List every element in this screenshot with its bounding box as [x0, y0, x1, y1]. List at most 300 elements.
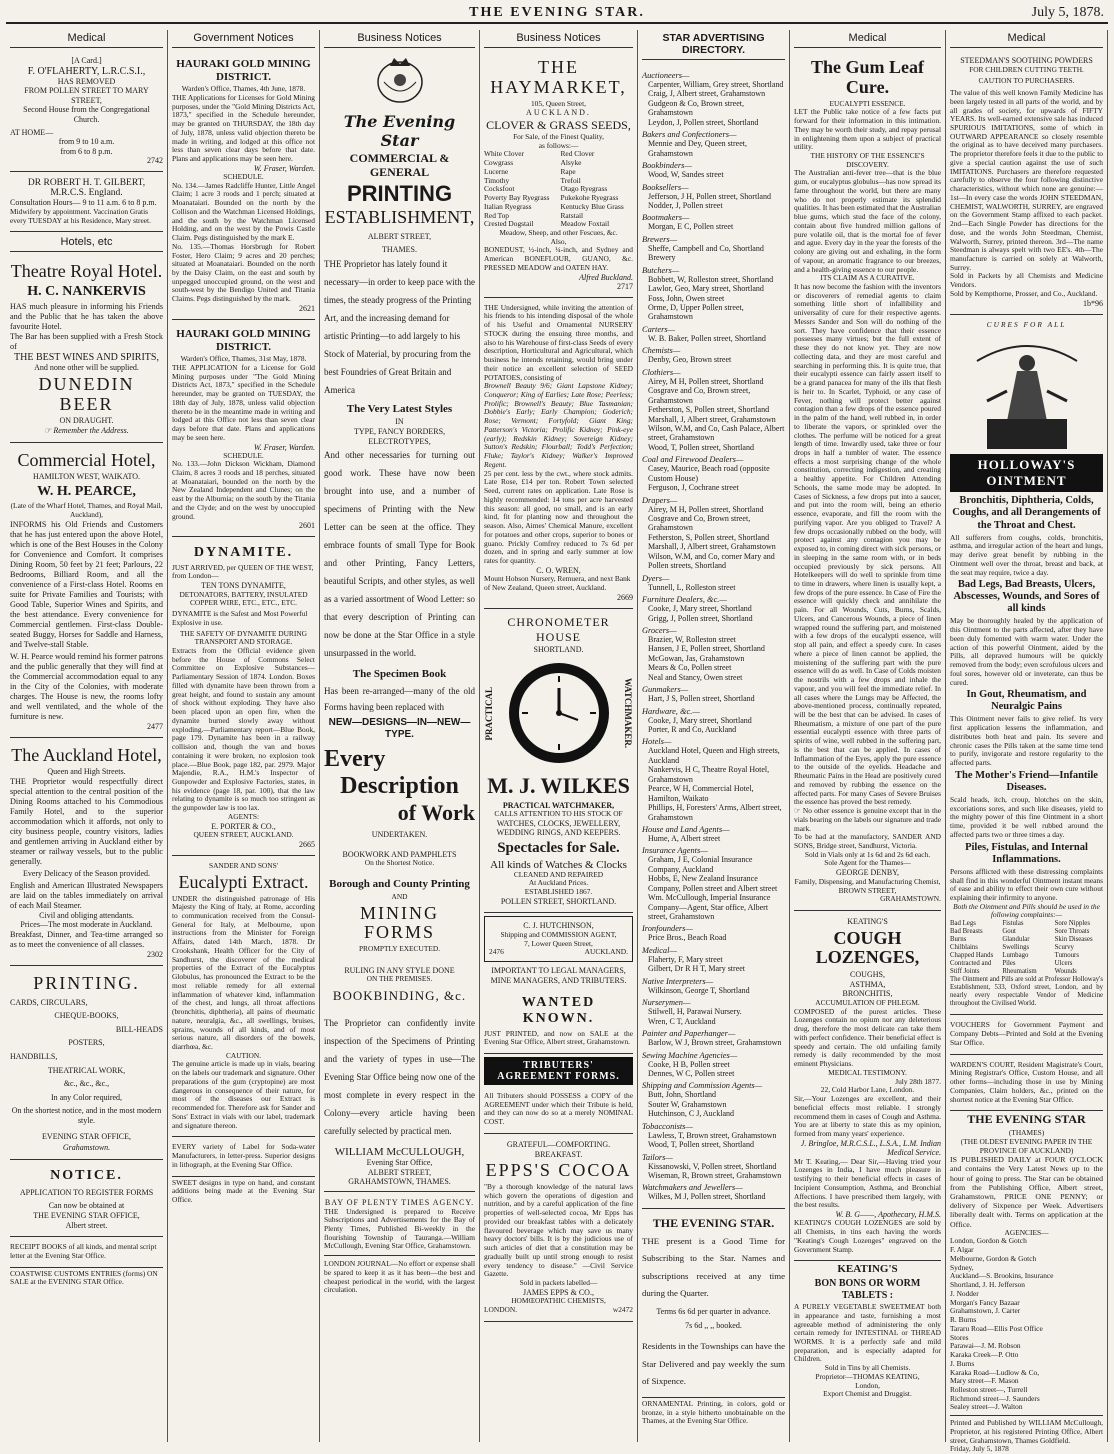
ad-number: 2476 — [489, 947, 504, 957]
ad-line: At Auckland Prices. — [528, 878, 589, 888]
ad-subtitle: The Mother's Friend—Infantile Diseases. — [955, 769, 1098, 793]
ad-number: 2621 — [299, 303, 315, 313]
directory-category: Tobacconists— — [642, 1121, 693, 1131]
ad-line: LONDON. — [484, 1305, 518, 1315]
ad-line: WATCHES, CLOCKS, JEWELLERY, WEDDING RINGS, AND KEEPERS. — [496, 818, 621, 838]
complaint-item: Rheumatism — [1002, 968, 1037, 976]
directory-entry: Hume, A, Albert street — [648, 833, 721, 843]
schedule-title: SCHEDULE. — [223, 450, 264, 460]
agent-item: Auckland—S. Brookins, Insurance — [950, 1271, 1054, 1281]
printing-line: CHEQUE-BOOKS, — [54, 1011, 119, 1021]
directory-entry: Nodder, J, Pollen street — [648, 200, 723, 210]
agent-item: Sydney, — [950, 1262, 974, 1272]
ad-number: 2669 — [617, 592, 633, 602]
newspaper-title: THE EVENING STAR. — [469, 5, 645, 20]
complaints-table — [950, 920, 1103, 976]
ad-line: Also, — [550, 236, 567, 246]
ad-commercial-hotel — [10, 445, 163, 738]
directory-entry: Brazier, W, Rolleston street — [648, 634, 736, 644]
type-line: TYPE, FANCY BORDERS, — [353, 427, 446, 436]
card-hours: from 6 to 8 p.m. — [60, 146, 113, 156]
ad-body: Sold by Kempthorne, Prosser, and Co., Auckland. — [950, 288, 1098, 298]
directory-entry: Fetherston, S, Pollen street, Shortland — [648, 405, 770, 415]
directory-entry: Orme, D, Upper Pollen street, Grahamstown — [648, 303, 744, 322]
ad-title: Eucalypti Extract. — [178, 871, 309, 892]
ad-hutchinson — [484, 916, 633, 962]
directory-category: House and Land Agents— — [642, 824, 730, 834]
directory-entry: Auckland Hotel, Queen and High streets, Auckland — [648, 746, 780, 765]
ad-body: The Bar has been supplied with a Fresh Stock of — [10, 332, 163, 352]
complaint-item: Chilblains — [950, 944, 978, 952]
column-directory — [638, 30, 790, 1442]
ad-line: AUCKLAND. — [526, 108, 591, 118]
seed-item: Poverty Bay Ryegrass — [484, 193, 550, 203]
ad-line: Sold in Tins by all Chemists. — [824, 1363, 911, 1373]
directory-entry: Lawlor, Geo, Mary street, Shortland — [648, 284, 764, 294]
directory-entry: Neal and Stancy, Owen street — [648, 672, 743, 682]
directory-entry: Airey, M H, Pollen street, Shortland — [648, 376, 764, 386]
directory-category: Watchmakers and Jewellers— — [642, 1183, 743, 1193]
intro-text: THE Proprietor has lately found it necessary—in order to keep pace with the times, the steady progress of the Printing Art, and the increasing demand for artistic Printing—to add largely to his Stock of Material, by procuring from the best Foundries of Great Britain and America — [324, 258, 475, 395]
ad-body: INFORMS his Old Friends and Customers that he has just entered upon the above Hotel, which is one of the Best Houses in the Colony for Convenience and Comfort. It comprises Dining Room, 50 feet by 21 feet; Parlours, 22 Bedrooms, Billiard Room, and all the convenience of a First-class Hotel. Rooms en suite for Private Families and Tourists; with Good Table, Superior Wines and Spirits, and the best attendance. Every convenience for Commercial gentlemen. First-class Double-seated Buggy, Horses for Saddle and Harness, and Twelve-stall Stable. — [10, 519, 163, 649]
notice-hauraki-1 — [172, 52, 315, 320]
ad-line: DUNEDIN BEER — [38, 373, 135, 414]
notice-title: HAURAKI GOLD MINING DISTRICT. — [176, 327, 311, 353]
ad-body: Mr T. Keating,— Dear Sir,—Having tried your Lozenges in India, I have much pleasure in testifying to their beneficial effects in cases of Incipient Consumption, Asthma, and Bronchial Affections. I have prescribed them largely, with the best results. — [794, 1156, 941, 1210]
ad-printing — [10, 968, 163, 1160]
seed-item: Trefoil — [560, 175, 581, 185]
directory-entry: McGowan, Jas, Grahamstown — [648, 653, 745, 663]
royal-seal-icon — [370, 52, 430, 108]
directory-entry: Price Bros., Beach Road — [648, 933, 727, 943]
ad-gum-leaf-cure — [794, 52, 941, 911]
directory-category: Hardware, &c.— — [642, 706, 700, 716]
seed-list-right — [561, 150, 634, 229]
ad-number: 2717 — [617, 281, 633, 291]
printing-line: &c., &c., &c., — [63, 1079, 110, 1089]
column-header: Medical — [950, 30, 1103, 48]
ad-body: The Australian anti-fever tree—that is the blue gum, or eucalyptus globulus—has now spread its fame throughout the world, but there are many who do not properly estimate its splendid qualities. It has been estimated that the Australian blue gums, which stud the face of the colony, contain about five hundred million gallons of pure volatile oil, that is the mortal foe of fever and ague. Every day in the year the forests of the colony are giving out and exhaling, in the form of vapour, an aromatic fragrance to our breezes, and a health-giving essence to our people. — [794, 168, 941, 274]
ad-line: July 28th 1877. — [895, 1076, 941, 1086]
ad-body: The value of this well known Family Medicine has been largely tested in all parts of the world, and by all grades of society, for upwards of FIFTY YEARS. Its well-earned extensive sale has induced SPURIOUS IMITATIONS, some of which in OUTWARD APPEARANCE so closely resemble the original as to have deceived many purchasers. The proprietor therefore feels it due to the public to give a special caution against the use of such IMITATIONS. Purchasers are therefore requested carefully to observe the four following distinctive characteristics, without which none are genuine:— 1st—In every case the words JOHN STEEDMAN, CHEMIST, WALWORTH, SURREY, are engraved on the Government Stamp affixed to each packet. 2nd—Each Single Powder has directions for the dose, and the words John Steedman, Chemist, Walworth, Surrey, printed thereon. 3rd—The name Steedman is always spelt with two EE's. 4th—The manufacture is carried on solely at Walworth, Surrey. — [950, 88, 1103, 272]
ad-line: Prices—The most moderate in Auckland. — [20, 920, 153, 930]
ad-subtitle: Piles, Fistulas, and Internal Inflammations. — [965, 841, 1088, 865]
specimen-book: The Specimen Book — [352, 668, 447, 681]
agent-item: J. Nodder — [950, 1288, 979, 1298]
complaint-item: Sore Throats — [1054, 928, 1090, 936]
ad-title: EPPS'S COCOA — [485, 1160, 632, 1181]
directory-category: Shipping and Commission Agents— — [642, 1081, 763, 1091]
ad-wardens-court: WARDEN'S COURT, Resident Magistrate's Court, Mining Registrar's Office, Custom House, and all other forms—including those in use by Mining Companies, Claim holders, &c., printed on the shortest notice at the Evening Star Office. — [950, 1057, 1103, 1112]
directory-entry: Jefferson, J H, Pollen street, Shortland — [648, 191, 771, 201]
ad-body: W. H. Pearce would remind his former patrons and the public generally that they will find at the Commercial accommodation equal to any in the City of the Colonies, with moderate charges. The House is new, the rooms lofty and well ventilated, and the whole of the furniture is new. — [10, 651, 163, 721]
ad-receipt-books: RECEIPT BOOKS of all kinds, and mental script letter at the Evening Star Office. — [10, 1239, 163, 1267]
vertical-label: PRACTICAL — [484, 686, 494, 741]
ad-body: THE Proprietor would respectfully direct special attention to the central position of the Dining Rooms attached to his Commodious Family Hotel, and to the superior accommodation which it affords, not only to city business people, country visitors, ladies and gentlemen arriving in Auckland either by steamer or railway vessels, but to the public generally. — [10, 777, 163, 867]
card-gilbert — [10, 174, 163, 232]
directory-entry: Pearce, W H, Commercial Hotel, Hamilton, Waikato — [648, 784, 754, 803]
directory-entry: Wilson, W.M, and Co, corner Mary and Pollen streets, Shortland — [648, 551, 775, 571]
ad-footer — [489, 948, 628, 957]
directory-entry: Cosgrave and Co, Brown street, Grahamstown — [648, 514, 751, 533]
ad-line: as follows:— — [538, 140, 579, 150]
shortest: On the Shortest Notice. — [364, 858, 435, 868]
ad-title: C. J. HUTCHINSON, — [523, 921, 594, 931]
seed-item: Pukekohe Ryegrass — [560, 193, 619, 203]
card-line: Second House from the Congregational Church. — [23, 105, 150, 124]
promptly: PROMPTLY EXECUTED. — [358, 944, 441, 954]
ad-line: Meadow, Sheep, and other Fescues, &c. — [499, 228, 618, 237]
directory-category: Carters— — [642, 324, 676, 334]
printing-title: PRINTING — [346, 180, 453, 206]
ad-line: Can now be obtained at — [48, 1201, 125, 1211]
ad-body: All sufferers from coughs, colds, bronchitis, asthma, and irregular action of the heart and lungs, may derive great benefit by rubbing in the Ointment well over the throat, breast and back, at the seat may require, twice a day. — [950, 532, 1103, 577]
establishment: ESTABLISHMENT, — [324, 206, 475, 227]
directory-entry: Bobbett, W, Rolleston street, Shortland — [648, 274, 774, 284]
ad-line: (THE OLDEST EVENING PAPER IN THE PROVINCE OF AUCKLAND) — [960, 1136, 1093, 1155]
card-oflaherty — [10, 52, 163, 172]
column-header: Business Notices — [324, 30, 475, 48]
seed-item: Italian Ryegrass — [484, 201, 532, 211]
watchmaker-name: M. J. WILKES — [487, 773, 630, 799]
agents-list — [950, 1237, 1103, 1412]
ad-location: HAMILTON WEST, WAIKATO. — [33, 472, 140, 482]
ad-body: LET the Public take notice of a few facts put forward for their information in this intimation. They may be worth their study, and repay perusal in enlightening them upon a subject of practical utility. — [794, 107, 941, 152]
ad-line: Every Delicacy of the Season provided. — [22, 869, 151, 879]
undertaken: UNDERTAKEN. — [371, 830, 428, 840]
ad-body: BONEDUST, ½-inch, ¼-inch, and Sydney and American BONEFLOUR, GUANO, &c. PRESSED MEADOW and OATEN HAY. — [484, 245, 633, 272]
card-name: F. O'FLAHERTY, L.R.C.S.I., — [27, 65, 146, 77]
column-medical-2 — [790, 30, 946, 1442]
ad-title: THE EVENING STAR — [967, 1112, 1086, 1127]
directory-category: Bootmakers— — [642, 213, 690, 223]
ad-line: CALLS ATTENTION TO HIS STOCK OF — [494, 809, 623, 819]
complaint-item: Burns — [950, 936, 967, 944]
ad-signature: Alfred Buckland. — [579, 272, 633, 282]
directory-entry: Porter, R and Co, Auckland — [648, 725, 737, 734]
ad-line: (THAMES) — [1008, 1128, 1045, 1138]
column-medical-3 — [946, 30, 1108, 1454]
ad-line: JUST ARRIVED, per QUEEN OF THE WEST, from London— — [172, 562, 314, 581]
directory-category: Dyers— — [642, 573, 670, 583]
directory-category: Chemists— — [642, 346, 681, 356]
schedule-item: No. 134.—James Radcliffe Hunter, Little Angel Claim; 1 acre 3 roods and 1 perch; situated at Moanataiari. Bounded on the north by the Collison and the Watchman Licensed Holdings, and the south by the Watchman Licensed Holding, and on the west by the Powis Castle Claim. Pegs distinguished by the mark E. — [172, 180, 315, 243]
ad-line: DETONATORS, BATTERY, INSULATED COPPER WIRE, ETC., ETC., ETC. — [179, 589, 308, 608]
directory-entry: Wilkes, M J, Pollen street, Shortland — [648, 1192, 766, 1202]
ad-subtitle: MEDICAL TESTIMONY. — [828, 1067, 907, 1077]
every: Every — [324, 746, 386, 773]
ad-line: ASTHMA, — [849, 979, 886, 989]
ad-vouchers: VOUCHERS for Government Payment and Company Debts—Printed and Sold at the Evening Star Office. — [950, 1017, 1103, 1054]
agent-item: R. Burns — [950, 1315, 977, 1325]
ad-signature: J. Bringloe, M.R.C.S.L., L.S.A., L.M. Indian Medical Service. — [800, 1138, 941, 1158]
clock-block — [484, 654, 633, 772]
ad-body: Persons afflicted with these distressing complaints shall find in this wonderful Ointment instant means of ease and ability to effect their own cure without explaining their infirmity to anyone. — [950, 866, 1103, 902]
ad-line: GRAHAMSTOWN. — [880, 894, 941, 904]
ad-line: Proprietor—THOMAS KEATING, — [815, 1371, 920, 1381]
directory-entry: Ferguson, J, Cochrane street — [648, 483, 739, 493]
complaints-col — [1055, 920, 1103, 976]
ad-line: London, — [855, 1380, 880, 1390]
ad-labels: EVERY variety of Label for Soda-water Manufacturers, in letter-press. Superior designs in lithograph, at the Evening Star Office. — [172, 1139, 315, 1176]
ad-line: BRONCHITIS, — [842, 989, 893, 999]
ad-line: COUGHS, — [850, 970, 885, 980]
directory-category: Furniture Dealers, &c.— — [642, 595, 727, 605]
bop-title: BAY OF PLENTY TIMES AGENCY. — [324, 1197, 475, 1207]
ad-line: (Late of the Wharf Hotel, Thames, and Royal Mail, Auckland), — [10, 501, 163, 519]
thames: THAMES. — [382, 245, 417, 255]
body-text: And other necessaries for turning out good work. These have now been brought into use, and a number of specimens of Printing with the New Letter can be seen at the office. They embrace founts of small Type for Book and other Printing, Fancy Letters, beautiful Scripts, and other styles, as well as a varied assortment of Wood Letter: so that every description of Printing can now be done at the Star Office in a style unsurpassed in the world. — [324, 450, 475, 659]
notice-hauraki-2 — [172, 322, 315, 538]
ad-body: Breakfast, Dinner, and Tea-time arranged so as to meet the convenience of all classes. — [10, 929, 163, 949]
ad-line: GEORGE DENBY, — [836, 868, 899, 878]
directory-category: Sewing Machine Agencies— — [642, 1050, 738, 1060]
ad-title: The Auckland Hotel, — [11, 744, 162, 765]
star-office: Evening Star Office, — [366, 1158, 433, 1168]
ad-body: JUST PRINTED, and now on SALE at the Evening Star Office, Albert street, Grahamstown. — [484, 1028, 633, 1047]
ad-title: COUGH LOZENGES, — [815, 927, 920, 968]
complaint-item: Contracted and Stiff Joints — [950, 960, 992, 976]
london-journal: LONDON JOURNAL—No effort or expense shall be spared to keep it as it has been—the best and cheapest periodical in the world, with the largest circulation. — [324, 1259, 475, 1295]
complaint-item: Chapped Hands — [950, 952, 994, 960]
seed-item: Lucerne — [484, 166, 509, 176]
ad-auckland-hotel — [10, 740, 163, 966]
mining-forms: MINING FORMS — [360, 902, 439, 943]
ad-line: CAUTION. — [225, 1050, 262, 1060]
ad-body: THE Undersigned, while inviting the attention of his friends to his intending disposal of the whole of his Useful and Ornamental NURSERY STOCK during the ensuing three months, and also to his Warehouse of first-class Seeds of every description, Horticultural and Agricultural, which business he intends retaining, would bring under their notice an excellent selection of SEED POTATOES, consisting of — [484, 302, 633, 382]
directory-entry: Nankervis, H C, Theatre Royal Hotel, Grahamstown — [648, 765, 770, 784]
directory-entry: Mears & Co, Pollen street — [648, 663, 732, 673]
printing-line: On the shortest notice, and in the most modern style. — [11, 1106, 162, 1125]
directory-entry: Wood, W, Sandes street — [648, 170, 724, 180]
directory-entry: Casey, Maurice, Beach road (opposite Custom House) — [648, 464, 770, 483]
ad-footer — [484, 1306, 633, 1315]
masthead — [6, 4, 1108, 24]
ad-line: SHORTLAND. — [533, 644, 584, 654]
notice-office: Warden's Office, Thames, 31st May, 1878. — [180, 354, 307, 364]
ad-line: 7, Lower Queen Street, — [524, 938, 593, 948]
ad-epps-cocoa — [484, 1136, 633, 1322]
potato-list: Brownell Beauty 9/6; Giant Lapstone Kidney; Conqueror; King of Earlies; Late Rose; Peerless; Prolific; Brownell's Beauty; Blue Tasmanian; Dobbie's Early; Early Champion; Goderich; Rose; Vermont; Fortyfold; Giant King; Patterson's Victoria; Prolific Kidney; Pink-eye (early); Redskin Kidney; Sovereign Kidney; Sutton's Redskin; Flourball; Todd's Perfection; Fluke; Taylor's Kidney; Walker's Improved Regent. — [484, 381, 633, 469]
gilbert-name: DR ROBERT H. T. GILBERT, M.R.C.S. England. — [27, 178, 146, 199]
complaint-item: Fistulas — [1002, 920, 1024, 928]
agent-item: Melbourne, Gordon & Gotch — [950, 1253, 1037, 1263]
ad-body: English and American Illustrated Newspapers are laid on the tables immediately on arrival of each Mail Steamer. — [10, 880, 163, 910]
notice-office: Warden's Office, Thames, 4th June, 1878. — [181, 84, 306, 94]
column-header: Government Notices — [172, 30, 315, 48]
card-tag: [A Card.] — [71, 56, 102, 65]
ad-body: May be thoroughly healed by the application of this Ointment to the parts affected, after they have been duly fomented with warm water. Under the action of this powerful Ointment, aided by the Pills, all depraved humours will be quickly removed from the body; even scrofulous ulcers and foul sores, however old or inveterate, can thus be cured. — [950, 616, 1103, 687]
ad-dynamite — [172, 539, 315, 856]
ad-body: UNDER the distinguished patronage of His Majesty the King of Italy, at Rome, according to communication received from the Consul-General for Italy, at Melbourne, upon instructions from the Minister for Foreign Affairs, dated 14th March, 1878. Dr Crookshank, Health Officer for the City of Sandhurst, the discoverer of the medical properties of the Extract of the Eucalyptus Globulus, has pronounced the Extract to be the most reliable remedy for all external inflammation of whatever kind, inflammation of the chest, and lungs, all throat affections (bronchitis, diphtheria), all pains of rheumatic nature, neuralgia, &c., all swellings, bruises, sprains, wounds of all kinds, and of most serious nature, all disorders of the bowels, diarrhœa, &c. — [172, 893, 315, 1051]
ad-coastwise: COASTWISE CUSTOMS ENTRIES (forms) ON SALE at the EVENING STAR Office. — [10, 1268, 158, 1287]
ad-line: For Sale, of the Finest Quality, — [513, 131, 604, 141]
ad-subtitle: Bronchitis, Diphtheria, Colds, Coughs, and all Derangements of the Throat and Chest. — [952, 495, 1101, 531]
directory-entry: Graham, J E, Colonial Insurance Company, Auckland — [648, 855, 753, 874]
directory-entry: Leydon, J, Pollen street, Shortland — [648, 117, 759, 127]
directory-entry: Sheffe, Campbell and Co, Shortland Brewery — [648, 243, 764, 263]
directory-category: Brewers— — [642, 234, 678, 244]
ad-line: And none other will be supplied. — [34, 363, 139, 373]
ad-body: HAS much pleasure in informing his Friends and the Public that he has taken the above favourite Hotel. — [10, 302, 163, 332]
ad-body: Printed and Published by WILLIAM McCullough, Proprietor, at his registered Printing Office, Albert street, Grahamstown, Thames Goldfield. — [950, 1415, 1103, 1445]
ad-body: Extracts from the Official evidence given before the House of Commons Select Committee on Explosive Substances—Parliamentary Session of 1874. London. Boxes filled with dynamite have been thrown from a great height, and found to sustain any amount of shock without exploding. They have also been placed upon an open fire, when the dynamite burned slowly away without exploding.—Parliamentary report—Blue Book, page 179. Dynamite has been in a railway collision and, though the van and boxes containing it were broken, no explosion took place.—Blue Book, page 182, par. 2979. Major Majendie, R.A., H.M.'s Inspector of Gunpowder and Explosive Factories, states, in his evidence (page 18, par. 100), that the law relating to dynamite is so much too stringent as the gunpowder law is too lax. — [172, 645, 315, 813]
ad-line: CAUTION TO PURCHASERS. — [978, 76, 1075, 86]
complaint-item: Ulcers — [1054, 960, 1073, 968]
important-notice: IMPORTANT TO LEGAL MANAGERS, MINE MANAGERS, AND TRIBUTERS. — [490, 966, 627, 985]
albert-street: ALBERT STREET, — [367, 231, 432, 241]
ad-subtitle: Bad Legs, Bad Breasts, Ulcers, Abscesses, Wounds, and Sores of all kinds — [953, 579, 1100, 615]
warning-text: No other essence is genuine except that in the vials bearing on the labels our signature and trade mark. — [794, 806, 941, 833]
ad-body: This Ointment never fails to give relief. Its very first application lessens the inflammation, and distributes both heat and pain. Its severe and chronic cases the Pills taken at the same time tend to purify, invigorate and restore regularity to the affected parts. — [950, 714, 1103, 768]
ad-signature: W. B. G——, Apothecary, H.M.S. — [835, 1210, 941, 1220]
directory-entry: Marshall, J, Albert street, Grahamstown — [648, 414, 776, 424]
ad-line: CLOVER & GRASS SEEDS, — [486, 117, 631, 132]
spec-body: Has been re-arranged—many of the old Forms having been replaced with — [324, 685, 475, 713]
seed-item: Red Clover — [560, 149, 595, 159]
cg-line: COMMERCIAL & GENERAL — [349, 151, 450, 179]
ad-line: QUEEN STREET, AUCKLAND. — [193, 830, 294, 840]
ad-body: IS PUBLISHED DAILY at FOUR O'CLOCK and contains the Very Latest News up to the hour of going to press. The Star can be obtained from the Publishing Office, Albert street, Grahamstown, PRICE ONE PENNY; or delivery of Sixpence per Week. Advertisers liberally dealt with. Terms on application at the Office. — [950, 1155, 1103, 1229]
card-home: AT HOME— — [10, 127, 54, 137]
ad-line: E. PORTER & CO., — [211, 821, 276, 831]
notice-signature: W. Fraser, Warden. — [253, 442, 315, 452]
ad-title: Theatre Royal Hotel. — [10, 261, 163, 282]
printing-line: HANDBILLS, — [10, 1051, 58, 1061]
directory-entry: Fetherston, S, Pollen street, Shortland — [648, 532, 770, 542]
printing-line: Grahamstown. — [62, 1143, 111, 1153]
ad-line: DYNAMITE is the Safest and Most Powerful Explosive in use. — [172, 609, 308, 627]
directory-entry: Airey, M H, Pollen street, Shortland — [648, 504, 764, 514]
directory-category: Hotels— — [642, 737, 672, 747]
ad-line: Sole Agent for the Thames— — [824, 858, 911, 868]
ad-body: THE present is a Good Time for Subscribing to the Star. Names and subscriptions received at any time during the Quarter. — [642, 1235, 785, 1299]
ad-number: 2601 — [299, 521, 315, 531]
ad-line: BROWN STREET, — [838, 885, 897, 895]
card-hours: from 9 to 10 a.m. — [58, 137, 115, 147]
ad-line: Albert street. — [65, 1220, 108, 1230]
directory-entry: Barlow, W J, Brown street, Grahamstown — [648, 1038, 782, 1048]
ad-number: 1b*96 — [1083, 298, 1103, 308]
complaints-col — [950, 920, 998, 976]
agent-item: Grahamstown, J. Carter — [950, 1306, 1021, 1316]
clock-icon — [504, 658, 614, 768]
tributers-banner: TRIBUTERS' AGREEMENT FORMS. — [484, 1057, 633, 1085]
in-line: IN — [395, 417, 404, 427]
directory-entry: Souter W, Grahamstown — [648, 1099, 727, 1109]
ad-line: SANDER AND SONS' — [208, 860, 279, 870]
ad-line: Civil and obliging attendants. — [39, 910, 134, 920]
ad-number: 2477 — [147, 721, 163, 731]
directory-entry: Hutchinson, C J, Auckland — [648, 1109, 734, 1119]
owner: WILLIAM McCULLOUGH, — [334, 1146, 465, 1159]
ad-keating-bonbons — [794, 1263, 941, 1399]
complaints-col — [1002, 920, 1050, 976]
agent-item: Rolleston street—, Turrell — [950, 1384, 1028, 1394]
ad-line: PRACTICAL WATCHMAKER, — [502, 800, 615, 810]
agent-item: Parawai—J. M. Robson — [950, 1341, 1021, 1351]
printing-line: CARDS, CIRCULARS, — [10, 997, 88, 1007]
seed-item: Otago Ryegrass — [560, 184, 608, 194]
complaint-item: Sore Nipples — [1054, 920, 1090, 928]
directory-entry: Flaherty, F, Mary street — [648, 954, 723, 964]
directory-entry: Mennie and Dey, Queen street, Grahamstown — [648, 139, 747, 158]
column-header: STAR ADVERTISING DIRECTORY. — [642, 30, 785, 60]
ad-line: KEATING'S — [837, 1263, 898, 1276]
vertical-label: WATCHMAKER. — [623, 678, 633, 749]
schedule-item: No. 133.—John Dickson Wickham, Diamond Claim, 8 acres 3 roods and 18 perches, situated at Moanataiari, bounded on the north by the New Zealand Independent and Clunes; on the east by the Alburnia; on the south by the Titania and the Clyde; and on the west by unoccupied ground. — [172, 459, 315, 521]
ad-body: "By a thorough knowledge of the natural laws which govern the operations of digestion and nutrition, and by a careful application of the fine properties of well-selected cocoa, Mr Epps has provided our breakfast tables with a delicately flavoured beverage which may save us many heavy doctors' bills. It is by the judicious use of such articles of diet that a constitution may be gradually built up until strong enough to resist every tendency to disease." —Civil Service Gazette. — [484, 1181, 633, 1279]
ad-location: Queen and High Streets. — [47, 767, 126, 777]
directory-entry: Morgan, E C, Pollen street — [648, 222, 734, 232]
directory-entry: Wm. McCullough, Imperial Insurance Company—Agent, Star office, Albert street, Grahamstown — [648, 893, 771, 921]
ad-title: WANTED KNOWN. — [521, 995, 596, 1027]
bop-body: THE Undersigned is prepared to Receive Subscriptions and Advertisements for the Bay of Plenty Times, Published Bi-weekly in the flourishing Township of Tauranga.—William McCullough, Evening Star Office, Grahamstown. — [324, 1208, 475, 1257]
ad-title: DYNAMITE. — [193, 545, 294, 561]
ad-title: Commercial Hotel, — [17, 449, 156, 470]
ad-body: COMPOSED of the purest articles. These Lozenges contain no opium nor any deleterious drug, therefore the most delicate can take them with perfect confidence. Their beneficial effect is speedy and certain. The old unfailing family remedy is daily recommended by the most eminent Physicians. — [794, 1006, 941, 1069]
ad-body: The genuine article is made up in vials, bearing on the labels our trademark and signature. Other preparations of the gum (cryptopine) are most dangerous in consequence of their nature, for most of the diseases our Extract is recommended for. Therefore ask for Sander and Sons' Extract in vials with our label, trademark and signature thereon. — [172, 1059, 315, 1130]
ad-line: AGENCIES— — [1004, 1227, 1049, 1237]
paper-name: The Evening Star — [343, 112, 456, 150]
issue-date: July 5, 1878. — [1031, 5, 1104, 20]
column-header: Medical — [794, 30, 941, 48]
ad-body: 25 per cent. less by the cwt., where stock admits. Late Rose, £14 per ton. Robert Town selected Seed, current rates on application. Late Rose is highly recommended: 14 tons per acre harvested this season: all good, no small, and is an early kind, fit for planting now and throughout the season. Also, Aimes' Chemical Manure, excellent for potatoes and other crops, superior to bones or guano. Prickly Comfrey reduced to 7s 6d per dozen, and in spring and early summer at low rates for quantity. — [484, 468, 633, 565]
ad-line: THE SAFETY OF DYNAMITE DURING TRANSPORT AND STORAGE. — [179, 628, 307, 647]
proprietor-name: H. C. NANKERVIS — [27, 284, 146, 300]
complaint-item: Bad Legs — [950, 920, 976, 928]
of-work: of Work — [397, 800, 475, 826]
directory-category: Ironfounders— — [642, 924, 693, 934]
seed-item: Cocksfoot — [484, 184, 515, 194]
complaint-item: Bad Breasts — [950, 928, 983, 936]
ad-line: 7s 6d ,, ,, booked. — [685, 1320, 742, 1330]
grahamstown: GRAHAMSTOWN, THAMES. — [324, 1177, 475, 1192]
ad-eucalypti-extract — [172, 858, 315, 1137]
ad-line: Shipping and COMMISSION AGENT, — [500, 929, 617, 939]
printing-line: EVENING STAR OFFICE, — [42, 1131, 131, 1141]
directory-entry: Wood, T, Pollen street, Shortland — [648, 1140, 754, 1150]
ad-body: To be had at the manufactory, SANDER AND SONS, Bridge street, Sandhurst, Victoria. — [794, 832, 941, 851]
seed-item: Timothy — [484, 175, 510, 185]
seed-item: Kentucky Blue Grass — [560, 201, 624, 211]
agent-item: Stores — [950, 1332, 969, 1342]
ad-signature: C. O. WREN, — [536, 565, 581, 575]
ad-subtitle: ITS CLAIM AS A CURATIVE. — [820, 273, 915, 283]
agent-item: Shortland, J. H. Jefferson — [950, 1280, 1025, 1290]
ad-line: AGENTS: — [227, 811, 260, 821]
ad-title: THE EVENING STAR. — [652, 1215, 775, 1230]
ad-evening-star-subscribe — [642, 1211, 785, 1398]
seed-list — [484, 150, 633, 229]
ad-line: POLLEN STREET, SHORTLAND. — [500, 896, 617, 906]
ad-theatre-royal — [10, 256, 163, 442]
directory-category: Gunmakers— — [642, 685, 689, 695]
directory-entry: Hart, J S, Pollen street, Shortland — [648, 694, 755, 704]
column-header: Business Notices — [484, 30, 633, 48]
directory-entry: Wiseman, R, Brown street, Grahamstown — [648, 1171, 782, 1180]
ad-title: STEEDMAN'S SOOTHING POWDERS — [960, 56, 1093, 65]
card-line: FROM POLLEN STREET TO MARY STREET, — [24, 86, 149, 105]
bookwork: BOOKWORK AND PAMPHLETS — [342, 849, 457, 859]
ad-title: NOTICE. — [50, 1167, 123, 1183]
agent-item: J. Burns — [950, 1358, 975, 1368]
schedule-item: No. 135.—Thomas Horsbrugh for Robert Foster, Hero Claim; 9 acres and 20 perches; situated at Moanataiari. Bounded on the north by the Daisy Claim, on the east and south by unpegged unoccupied ground, on the west and south-west by the Bendigo United and Titania Claims. Pegs distinguished by the mark. — [172, 241, 315, 304]
schedule-title: SCHEDULE. — [223, 171, 264, 181]
column-business-notices-2 — [480, 30, 638, 1442]
complaint-item: Skin Diseases — [1054, 936, 1093, 944]
ad-title: THE HAYMARKET, — [490, 57, 627, 97]
